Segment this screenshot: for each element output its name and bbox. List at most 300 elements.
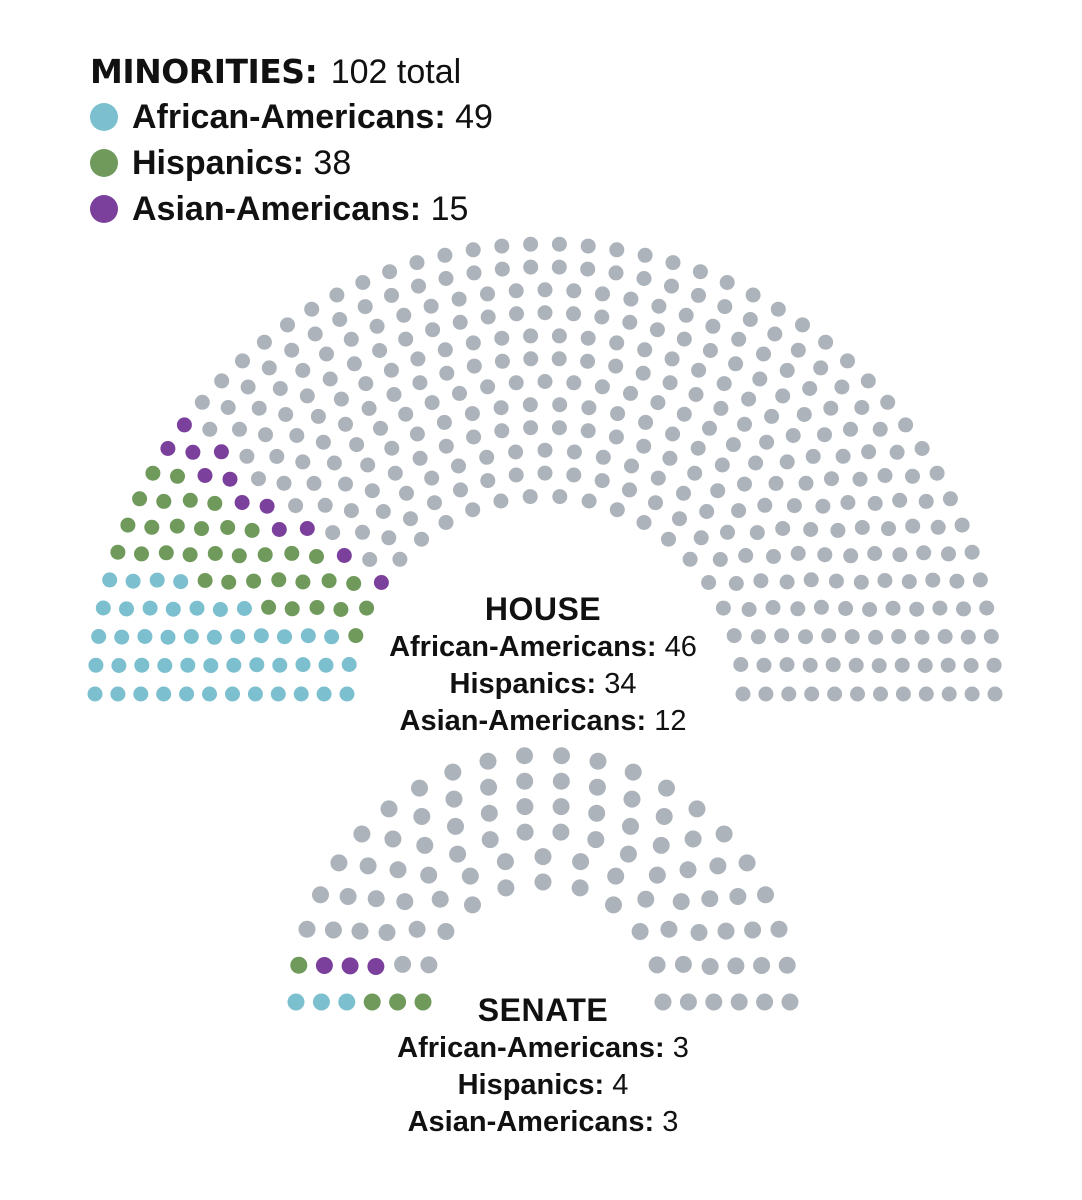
seat-other	[878, 468, 893, 483]
seat-hispanics	[159, 545, 174, 560]
seat-other	[439, 515, 454, 530]
seat-other	[817, 547, 832, 562]
senate-line-value: 3	[662, 1106, 679, 1138]
seat-hispanics	[290, 957, 307, 974]
seat-african-americans	[249, 657, 264, 672]
seat-other	[481, 310, 496, 325]
seat-other	[666, 255, 681, 270]
seat-other	[482, 831, 499, 848]
senate-hispanics	[283, 1067, 803, 1104]
seat-other	[892, 493, 907, 508]
house-african-americans	[283, 629, 803, 666]
seat-other	[834, 380, 849, 395]
seat-other	[439, 271, 454, 286]
seat-african-americans	[207, 630, 222, 645]
seat-other	[494, 423, 509, 438]
seat-other	[726, 437, 741, 452]
house-summary	[283, 589, 803, 740]
seat-other	[814, 600, 829, 615]
legend-value: 49	[455, 98, 493, 136]
seat-other	[384, 441, 399, 456]
seat-other	[677, 407, 692, 422]
seat-other	[437, 415, 452, 430]
senate-line-label: African-Americans:	[397, 1032, 665, 1064]
seat-other	[679, 308, 694, 323]
seat-other	[464, 896, 481, 913]
seat-other	[387, 387, 402, 402]
seat-other	[650, 395, 665, 410]
seat-other	[595, 473, 610, 488]
seat-other	[673, 893, 690, 910]
seat-african-americans	[157, 658, 172, 673]
seat-other	[709, 857, 726, 874]
seat-other	[289, 428, 304, 443]
seat-other	[649, 867, 666, 884]
seat-other	[787, 498, 802, 513]
legend-label: Hispanics:	[132, 144, 304, 182]
seat-other	[589, 779, 606, 796]
seat-other	[360, 458, 375, 473]
seat-other	[710, 483, 725, 498]
seat-other	[221, 400, 236, 415]
seat-other	[845, 629, 860, 644]
seat-other	[797, 407, 812, 422]
seat-other	[338, 417, 353, 432]
seat-hispanics	[134, 546, 149, 561]
seat-other	[988, 687, 1003, 702]
seat-other	[594, 310, 609, 325]
seat-other	[412, 375, 427, 390]
seat-hispanics	[322, 573, 337, 588]
seat-other	[516, 747, 533, 764]
seat-other	[780, 363, 795, 378]
seat-other	[609, 430, 624, 445]
seat-other	[410, 427, 425, 442]
seat-other	[780, 575, 795, 590]
seat-other	[693, 264, 708, 279]
seat-other	[439, 439, 454, 454]
seat-other	[791, 343, 806, 358]
seat-other	[660, 921, 677, 938]
senate-line-label: Asian-Americans:	[407, 1106, 655, 1138]
seat-other	[868, 630, 883, 645]
seat-hispanics	[246, 574, 261, 589]
seat-asian-americans	[177, 417, 192, 432]
seat-african-americans	[137, 629, 152, 644]
seat-other	[355, 525, 370, 540]
seat-african-americans	[88, 687, 103, 702]
seat-other	[956, 601, 971, 616]
seat-other	[824, 471, 839, 486]
seat-other	[689, 387, 704, 402]
seat-other	[743, 312, 758, 327]
seat-other	[444, 764, 461, 781]
seat-other	[752, 372, 767, 387]
legend-swatch-hispanics	[90, 149, 118, 177]
seat-african-americans	[202, 687, 217, 702]
seat-other	[325, 922, 342, 939]
seat-other	[566, 306, 581, 321]
seat-other	[516, 773, 533, 790]
seat-other	[284, 343, 299, 358]
seat-hispanics	[207, 496, 222, 511]
seat-other	[622, 482, 637, 497]
house-title: HOUSE	[484, 591, 602, 627]
seat-hispanics	[309, 549, 324, 564]
seat-other	[493, 494, 508, 509]
seat-other	[362, 552, 377, 567]
seat-other	[425, 395, 440, 410]
seat-other	[656, 808, 673, 825]
seat-hispanics	[120, 518, 135, 533]
seat-other	[368, 890, 385, 907]
seat-other	[552, 420, 567, 435]
seat-other	[748, 456, 763, 471]
seat-other	[344, 332, 359, 347]
seat-other	[308, 327, 323, 342]
seat-african-americans	[161, 630, 176, 645]
seat-other	[251, 471, 266, 486]
seat-other	[624, 459, 639, 474]
seat-other	[854, 400, 869, 415]
seat-african-americans	[230, 629, 245, 644]
seat-other	[420, 867, 437, 884]
seat-other	[572, 879, 589, 896]
seat-other	[744, 922, 761, 939]
seat-other	[658, 780, 675, 797]
seat-other	[497, 853, 514, 870]
seat-other	[295, 363, 310, 378]
seat-other	[318, 498, 333, 513]
seat-other	[384, 288, 399, 303]
seat-hispanics	[232, 548, 247, 563]
seat-other	[836, 449, 851, 464]
seat-other	[523, 260, 538, 275]
seat-hispanics	[132, 491, 147, 506]
seat-other	[344, 503, 359, 518]
seat-other	[799, 476, 814, 491]
seat-other	[582, 494, 597, 509]
seat-other	[424, 299, 439, 314]
seat-other	[609, 335, 624, 350]
seat-other	[965, 545, 980, 560]
seat-other	[689, 800, 706, 817]
seat-other	[566, 283, 581, 298]
seat-other	[949, 574, 964, 589]
senate-summary	[283, 990, 803, 1141]
seat-other	[453, 482, 468, 497]
seat-other	[873, 422, 888, 437]
seat-other	[538, 374, 553, 389]
seat-other	[330, 854, 347, 871]
seat-other	[877, 573, 892, 588]
seat-other	[892, 547, 907, 562]
seat-other	[553, 798, 570, 815]
seat-other	[334, 392, 349, 407]
house-line-label: Hispanics:	[449, 668, 597, 700]
seat-other	[523, 328, 538, 343]
seat-other	[625, 764, 642, 781]
seat-other	[595, 286, 610, 301]
seat-other	[358, 376, 373, 391]
seat-hispanics	[194, 521, 209, 536]
seat-other	[829, 574, 844, 589]
senate-asian-americans	[283, 1104, 803, 1141]
seat-other	[961, 630, 976, 645]
seat-other	[552, 489, 567, 504]
seat-other	[437, 248, 452, 263]
seat-other	[523, 420, 538, 435]
seat-asian-americans	[185, 445, 200, 460]
seat-other	[311, 409, 326, 424]
seat-other	[691, 924, 708, 941]
seat-other	[370, 319, 385, 334]
seat-other	[523, 489, 538, 504]
seat-other	[919, 687, 934, 702]
seat-other	[523, 397, 538, 412]
seat-other	[786, 428, 801, 443]
seat-african-americans	[150, 573, 165, 588]
legend-label: Asian-Americans:	[132, 190, 422, 228]
seat-other	[479, 450, 494, 465]
seat-other	[494, 239, 509, 254]
seat-other	[771, 302, 786, 317]
seat-hispanics	[110, 545, 125, 560]
seat-other	[804, 572, 819, 587]
seat-other	[553, 773, 570, 790]
seat-other	[943, 491, 958, 506]
seat-other	[466, 335, 481, 350]
seat-other	[495, 354, 510, 369]
seat-other	[685, 831, 702, 848]
seat-other	[384, 363, 399, 378]
seat-other	[691, 363, 706, 378]
legend-item-african-americans	[90, 94, 493, 140]
seat-other	[779, 957, 796, 974]
seat-other	[862, 602, 877, 617]
seat-other	[803, 522, 818, 537]
house-line-label: African-Americans:	[389, 631, 657, 663]
seat-other	[358, 299, 373, 314]
seat-other	[410, 351, 425, 366]
seat-other	[414, 532, 429, 547]
seat-other	[701, 890, 718, 907]
seat-other	[850, 687, 865, 702]
seat-other	[677, 332, 692, 347]
seat-other	[753, 957, 770, 974]
seat-other	[964, 658, 979, 673]
seat-other	[694, 530, 709, 545]
seat-asian-americans	[272, 522, 287, 537]
seat-other	[480, 753, 497, 770]
seat-other	[509, 375, 524, 390]
seat-other	[347, 356, 362, 371]
seat-african-americans	[102, 572, 117, 587]
seat-other	[623, 386, 638, 401]
seat-african-americans	[237, 601, 252, 616]
seat-other	[830, 523, 845, 538]
seat-other	[827, 687, 842, 702]
seat-other	[804, 687, 819, 702]
seat-african-americans	[96, 601, 111, 616]
seat-other	[965, 687, 980, 702]
legend-item-asian-americans	[90, 186, 493, 232]
seat-other	[653, 837, 670, 854]
seat-other	[202, 422, 217, 437]
seat-other	[872, 658, 887, 673]
seat-other	[701, 575, 716, 590]
seat-other	[608, 359, 623, 374]
seat-other	[638, 248, 653, 263]
seat-other	[919, 494, 934, 509]
legend-value: 38	[313, 144, 352, 182]
seat-other	[880, 395, 895, 410]
seat-other	[854, 575, 869, 590]
seat-other	[365, 483, 380, 498]
seat-other	[467, 359, 482, 374]
seat-other	[941, 658, 956, 673]
seat-other	[399, 486, 414, 501]
seat-other	[818, 335, 833, 350]
seat-asian-americans	[374, 575, 389, 590]
seat-other	[930, 466, 945, 481]
seat-other	[379, 924, 396, 941]
seat-hispanics	[183, 547, 198, 562]
seat-other	[390, 861, 407, 878]
seat-hispanics	[170, 519, 185, 534]
seat-other	[675, 956, 692, 973]
seat-other	[353, 826, 370, 843]
seat-other	[739, 854, 756, 871]
seat-other	[720, 525, 735, 540]
seat-other	[352, 923, 369, 940]
seat-other	[795, 317, 810, 332]
seat-hispanics	[221, 575, 236, 590]
seat-other	[622, 818, 639, 835]
seat-african-americans	[110, 687, 125, 702]
seat-other	[702, 421, 717, 436]
seat-other	[610, 406, 625, 421]
seat-other	[410, 255, 425, 270]
seat-other	[676, 486, 691, 501]
seat-african-americans	[134, 658, 149, 673]
seat-asian-americans	[316, 957, 333, 974]
seat-hispanics	[170, 469, 185, 484]
seat-other	[932, 601, 947, 616]
legend-title: MINORITIES:	[90, 52, 318, 91]
seat-other	[895, 658, 910, 673]
seat-other	[355, 275, 370, 290]
seat-other	[349, 437, 364, 452]
seat-other	[307, 476, 322, 491]
seat-other	[620, 846, 637, 863]
seat-other	[327, 456, 342, 471]
seat-other	[823, 401, 838, 416]
seat-african-americans	[114, 630, 129, 645]
seat-other	[340, 888, 357, 905]
seat-other	[651, 471, 666, 486]
seat-other	[637, 271, 652, 286]
seat-other	[587, 831, 604, 848]
seat-other	[552, 397, 567, 412]
seat-other	[766, 549, 781, 564]
seat-other	[300, 388, 315, 403]
seat-other	[756, 347, 771, 362]
seat-other	[595, 379, 610, 394]
seat-other	[581, 400, 596, 415]
seat-other	[817, 427, 832, 442]
seat-other	[278, 407, 293, 422]
seat-other	[239, 449, 254, 464]
seat-other	[737, 417, 752, 432]
seat-other	[648, 495, 663, 510]
legend-heading	[90, 50, 493, 94]
seat-other	[855, 520, 870, 535]
seat-other	[843, 548, 858, 563]
seat-other	[918, 658, 933, 673]
seat-other	[416, 837, 433, 854]
seat-other	[769, 476, 784, 491]
seat-other	[323, 372, 338, 387]
seat-other	[638, 415, 653, 430]
seat-other	[713, 552, 728, 567]
seat-other	[750, 525, 765, 540]
seat-african-americans	[254, 628, 269, 643]
seat-other	[535, 874, 552, 891]
seat-other	[566, 375, 581, 390]
seat-other	[716, 826, 733, 843]
seat-other	[538, 282, 553, 297]
seat-other	[687, 466, 702, 481]
seat-other	[381, 800, 398, 817]
seat-other	[394, 956, 411, 973]
seat-other	[258, 427, 273, 442]
seat-african-americans	[213, 602, 228, 617]
seat-other	[925, 573, 940, 588]
seat-other	[941, 546, 956, 561]
seat-other	[663, 375, 678, 390]
house-asian-americans	[283, 703, 803, 740]
seat-other	[325, 525, 340, 540]
seat-other	[664, 279, 679, 294]
seat-african-americans	[225, 687, 240, 702]
seat-other	[813, 360, 828, 375]
seat-other	[662, 451, 677, 466]
seat-other	[731, 503, 746, 518]
seat-other	[672, 511, 687, 526]
seat-other	[495, 262, 510, 277]
seat-hispanics	[145, 466, 160, 481]
seat-other	[451, 459, 466, 474]
seat-other	[661, 532, 676, 547]
seat-asian-americans	[342, 957, 359, 974]
seat-other	[509, 468, 524, 483]
seat-other	[802, 381, 817, 396]
seat-other	[425, 322, 440, 337]
seat-other	[319, 347, 334, 362]
seat-other	[609, 242, 624, 257]
seat-asian-americans	[235, 495, 250, 510]
seat-other	[737, 477, 752, 492]
seat-other	[767, 327, 782, 342]
seat-other	[637, 342, 652, 357]
seat-hispanics	[208, 546, 223, 561]
seat-other	[396, 893, 413, 910]
seat-hispanics	[198, 573, 213, 588]
seat-other	[728, 356, 743, 371]
seat-other	[702, 958, 719, 975]
legend-swatch-asian-americans	[90, 195, 118, 223]
